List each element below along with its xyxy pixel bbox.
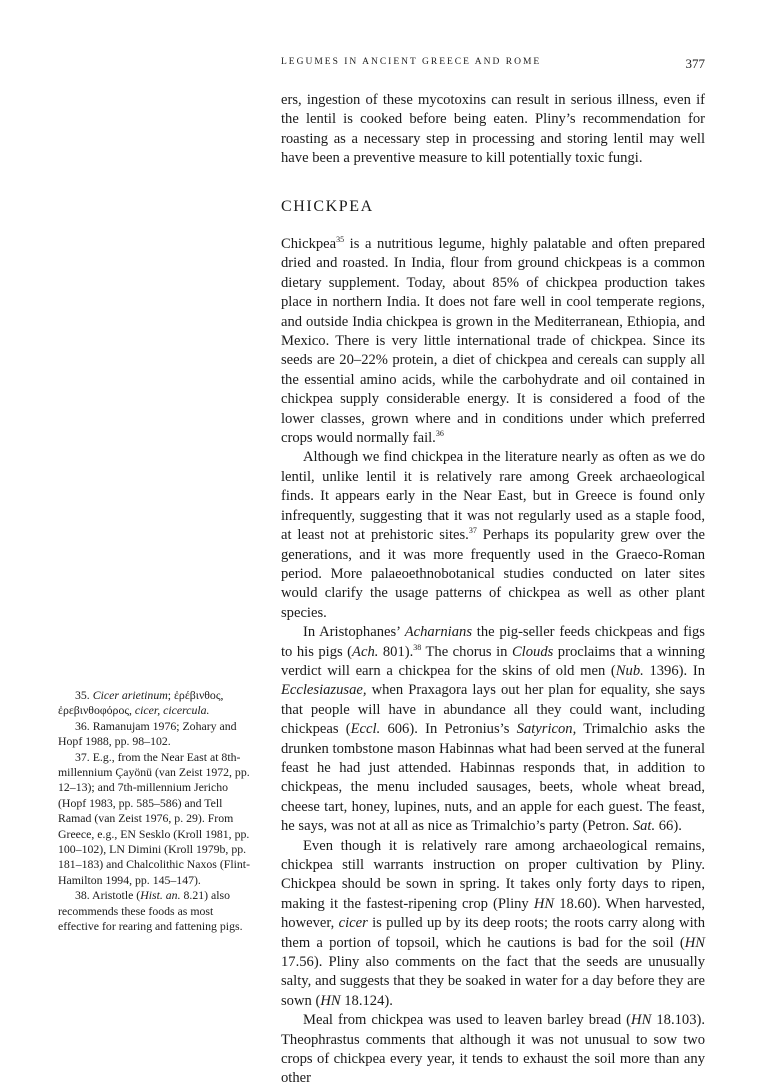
paragraph-1: Chickpea$^{35}$ is a nutritious legume, highly palatable and often prepared dried and roasted. In India, flour from ground chickpeas is a common dietary supplement. Today, about 85% of chickpea production takes place in northern India. It does not fare well in cool temperate regions, and outside India chickpea is grown in the Mediterranean, Ethiopia, and Mexico. There is very little international trade of chickpea. Since its seeds are 20–22% protein, a diet of chickpea and cereals can supply all the essential amino acids, while the carbohydrate and oil contained in chickpea supply considerable energy. It is considered a food of the lower classes, grown where and in conditions under which preferred crops would normally fail.$^{36}$ <box>281 235 705 447</box>
footnote-ref-37[interactable]: 37 <box>468 526 477 536</box>
footnote-ref-38[interactable]: 38 <box>413 642 422 652</box>
section-heading: CHICKPEA <box>281 198 374 215</box>
footnote-36: 36. Ramanujam 1976; Zohary and Hopf 1988, pp. 98–102. <box>58 718 237 749</box>
running-head: LEGUMES IN ANCIENT GREECE AND ROME <box>281 57 542 67</box>
page-number: 377 <box>685 56 705 71</box>
page-header <box>281 57 705 71</box>
paragraph-3: In Aristophanes’ Acharnians the pig-seller feeds chickpeas and figs to his pigs (Ach. 801).$^{38}$ The chorus in Clouds proclaims that a winning verdict will earn a chickpea for the skins of old men (Nub. 1396). In Ecclesiazusae, when Praxagora lays out her plan for equality, she says that people will have in abundance all they could want, including chickpeas (Eccl. 606). In Petronius’s Satyricon, Trimalchio asks the drunken tombstone mason Habinnas what had been served at the funeral feast he had just attended. Habinnas responds that, in addition to chickpeas, the menu included sausages, beets, whole wheat bread, cheese tart, honey, lupines, nuts, and an apple for each guest. The feast, he says, was not at all as nice as Trimalchio’s party (Petron. Sat. 66). <box>281 624 706 835</box>
footnote-35: 35. Cicer arietinum; ἐρέβινθος, ἐρεβινθοφόρος, cicer, cicercula. <box>58 688 224 718</box>
main-text <box>281 235 705 1089</box>
footnote-38: 38. Aristotle (Hist. an. 8.21) also recommends these foods as most effective for rearing and fattening pigs. <box>58 888 243 934</box>
paragraph-5: Meal from chickpea was used to leaven barley bread (HN 18.103). Theophrastus comments that although it was not unusual to sow two crops of chickpea every year, it tends to exhaust the soil more than any other <box>281 1012 705 1087</box>
footnote-ref-36[interactable]: 36 <box>435 429 444 439</box>
intro-block <box>281 91 705 169</box>
intro-paragraph: ers, ingestion of these mycotoxins can result in serious illness, even if the lentil is cooked before being eaten. Pliny’s recommendation for roasting as a necessary step in processing and storing lentil may well have been a preventive measure to kill potentially toxic fungi. <box>281 92 705 167</box>
footnote-37: 37. E.g., from the Near East at 8th-millennium Çayönü (van Zeist 1972, pp. 12–13); and 7th-millennium Jericho (Hopf 1983, pp. 585–586) and Tell Ramad (van Zeist 1976, p. 29). From Greece, e.g., EN Sesklo (Kroll 1981, pp. 100–102), LN Dimini (Kroll 1979b, pp. 181–183) and Chalcolithic Naxos (Flint-Hamilton 1994, pp. 145–147). <box>58 749 250 887</box>
footnote-ref-35[interactable]: 35 <box>336 235 345 245</box>
paragraph-2: Although we find chickpea in the literature nearly as often as we do lentil, unlike lentil it is relatively rare among Greek archaeological finds. It appears early in the Near East, but in Greece is found only infrequently, suggesting that it was not regularly used as a staple food, at least not at prehistoric sites.$^{37}$ Perhaps its popularity grew over the generations, and it was more frequently used in the Graeco-Roman period. More palaeoethnobotanical studies conducted on later sites would clarify the usage patterns of chickpea as well as other plant species. <box>281 449 706 621</box>
footnotes <box>58 688 254 935</box>
paragraph-4: Even though it is relatively rare among archaeological remains, chickpea still warrants instruction on proper cultivation by Pliny. Chickpea should be sown in spring. It takes only forty days to ripen, making it the fastest-ripening crop (Pliny HN 18.60). When harvested, however, cicer is pulled up by its deep roots; the roots carry along with them a portion of topsoil, which he cautions is bad for the soil (HN 17.56). Pliny also comments on the fact that the seeds are unusually salty, and suggests that they be soaked in water for a day before they are sown (HN 18.124). <box>281 837 705 1009</box>
